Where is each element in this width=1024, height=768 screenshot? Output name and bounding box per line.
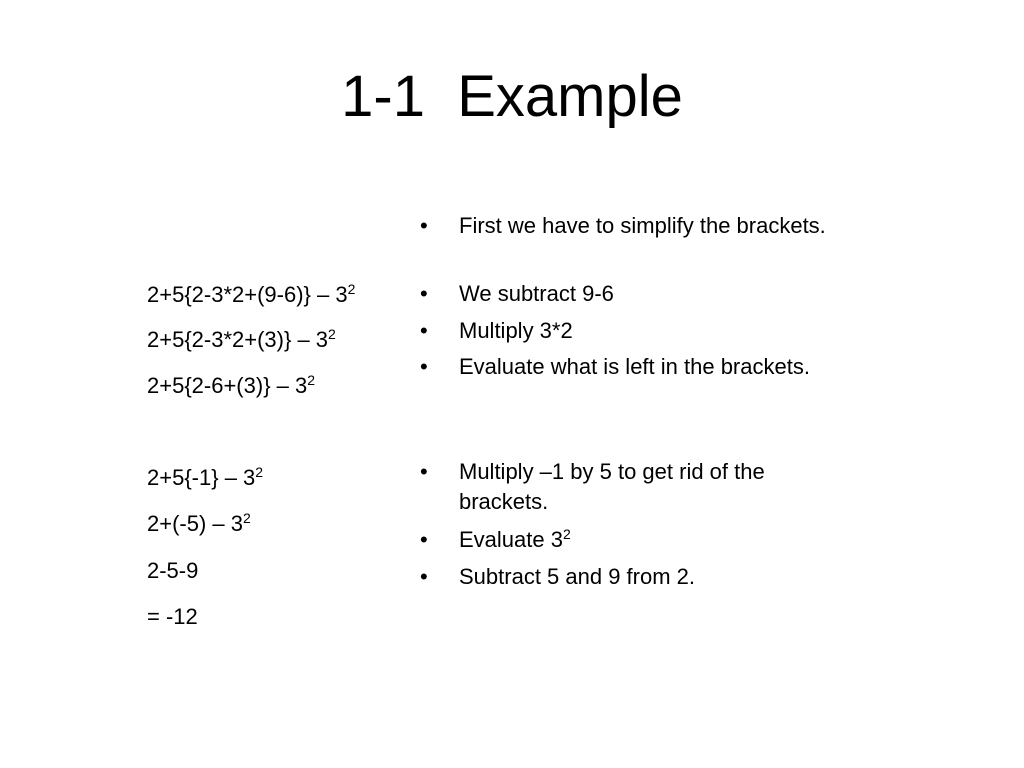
bullet-text: First we have to simplify the brackets.: [459, 213, 826, 238]
exponent: 2: [328, 326, 336, 342]
bullet-marker: •: [420, 281, 428, 306]
step-expression: 2+5{-1} – 3: [147, 465, 256, 490]
exponent: 2: [307, 372, 316, 388]
bullet-marker: •: [420, 527, 428, 552]
slide-title: 1-1 Example: [341, 64, 683, 129]
step-expression: 2+5{2-6+(3)} – 3: [147, 373, 308, 398]
step-line: [147, 604, 198, 630]
step-line: [147, 558, 198, 584]
bullet-text: Multiply –1 by 5 to get rid of the brackets.: [459, 459, 765, 514]
bullet-text: Evaluate 3: [459, 527, 563, 552]
step-expression: = -12: [147, 604, 198, 629]
step-line: [147, 373, 315, 399]
step-expression: 2+5{2-3*2+(9-6)} – 3: [147, 282, 348, 307]
step-expression: 2+5{2-3*2+(3)} – 3: [147, 327, 329, 352]
bullet-marker: •: [420, 564, 428, 589]
step-line: [147, 511, 251, 537]
step-line: [147, 465, 263, 491]
step-expression: 2+(-5) – 3: [147, 511, 243, 536]
bullet-marker: •: [420, 318, 428, 343]
exponent: 2: [243, 510, 251, 526]
bullet-text: Subtract 5 and 9 from 2.: [459, 564, 696, 589]
step-line: [147, 327, 336, 353]
step-expression: 2-5-9: [147, 558, 199, 583]
step-line: [147, 282, 355, 308]
bullet-marker: •: [420, 459, 428, 484]
bullet-text: Evaluate what is left in the brackets.: [459, 354, 810, 379]
bullet-text: Multiply 3*2: [459, 318, 573, 343]
exponent: 2: [347, 281, 356, 297]
bullet-marker: •: [420, 354, 428, 379]
bullet-text: We subtract 9-6: [459, 281, 614, 306]
exponent: 2: [255, 464, 264, 480]
bullet-marker: •: [420, 213, 428, 238]
exponent: 2: [562, 526, 571, 542]
